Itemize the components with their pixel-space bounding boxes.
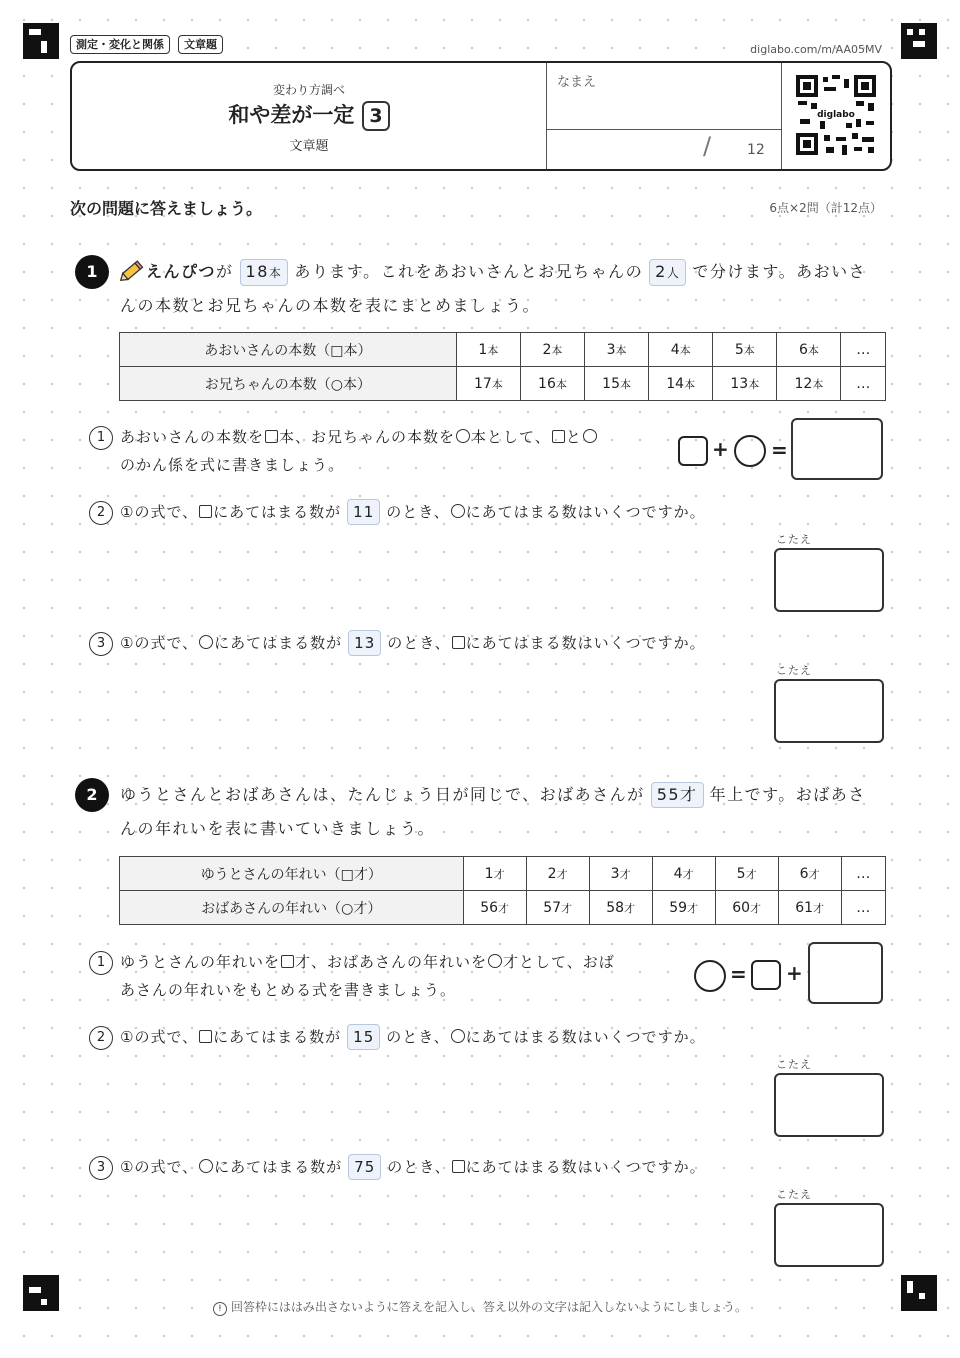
answer-label: こたえ [776, 1188, 812, 1201]
footer-note [0, 1298, 960, 1316]
square-symbol [199, 505, 212, 518]
q1-sub2-text: ①の式で、 にあてはまる数が 11 のとき、 にあてはまる数はいくつですか。 [120, 498, 820, 526]
score-total: 12 [747, 142, 765, 158]
corner-marker-top-left [23, 23, 59, 59]
table-cell: 5本 [713, 333, 777, 367]
sub-question-number: 3 [89, 1156, 113, 1180]
worksheet-kind: 文章題 [289, 139, 329, 154]
table-cell: 16本 [520, 367, 584, 401]
table-cell: 1才 [463, 857, 526, 891]
row-label: あおいさんの本数（□本） [120, 333, 457, 367]
q1-text-3: で分けます。あおいさ [692, 262, 867, 281]
row-label: お兄ちゃんの本数（○本） [120, 367, 457, 401]
table-cell: 12本 [777, 367, 841, 401]
points-info: 6点×2問（計12点） [769, 201, 882, 215]
table-cell: 59才 [652, 891, 715, 925]
circle-symbol [199, 1159, 213, 1173]
answer-label: こたえ [776, 533, 812, 546]
square-symbol [552, 430, 565, 443]
table-cell: 60才 [715, 891, 778, 925]
table-cell-ellipsis: … [841, 367, 886, 401]
answer-box-q2-2[interactable] [774, 1073, 884, 1137]
square-symbol-large [751, 960, 781, 990]
row-label: ゆうとさんの年れい（□才） [120, 857, 464, 891]
table-cell: 4本 [649, 333, 713, 367]
plus-sign: + [786, 961, 803, 985]
score-slash: / [703, 132, 712, 160]
sub-question-number: 1 [89, 426, 113, 450]
table-cell: 2才 [526, 857, 589, 891]
table-row [120, 857, 886, 891]
page-url: diglabo.com/m/AA05MV [750, 43, 882, 56]
table-row [120, 333, 886, 367]
qr-label: diglabo [817, 110, 855, 120]
question-number: 1 [75, 255, 109, 289]
score-field[interactable] [547, 130, 781, 169]
highlight-value: 75 [348, 1154, 381, 1180]
highlight-value: 13 [348, 630, 381, 656]
answer-box-q2-1[interactable] [808, 942, 883, 1004]
count-unit: 本 [268, 266, 283, 280]
plus-sign: + [712, 437, 729, 461]
sub-question-number: 1 [89, 951, 113, 975]
circle-symbol [488, 954, 502, 968]
circle-symbol-large [734, 435, 766, 467]
equals-sign: = [771, 438, 788, 462]
table-cell: 1本 [456, 333, 520, 367]
sub-question-number: 2 [89, 501, 113, 525]
title-area [72, 63, 547, 169]
table-cell: 2本 [520, 333, 584, 367]
answer-box-q2-3[interactable] [774, 1203, 884, 1267]
sub-question-number: 3 [89, 632, 113, 656]
circle-symbol [199, 635, 213, 649]
table-2 [119, 856, 886, 925]
answer-box-q1-2[interactable] [774, 548, 884, 612]
highlight-value: 11 [347, 499, 380, 525]
table-cell: 61才 [778, 891, 841, 925]
instruction: 次の問題に答えましょう。 [70, 199, 263, 218]
square-symbol [452, 636, 465, 649]
answer-label: こたえ [776, 664, 812, 677]
equals-sign: = [730, 962, 747, 986]
circle-symbol [583, 429, 597, 443]
worksheet-header [70, 61, 892, 171]
name-field[interactable] [547, 63, 781, 130]
table-cell: 4才 [652, 857, 715, 891]
item-name: えんぴつ [146, 262, 217, 281]
people-unit: 人 [666, 266, 681, 280]
table-cell-ellipsis: … [841, 333, 886, 367]
square-symbol [265, 430, 278, 443]
info-icon: ! [213, 1302, 227, 1316]
answer-box-q1-3[interactable] [774, 679, 884, 743]
category-tag: 測定・変化と関係 [70, 35, 170, 54]
question-1-text [120, 255, 888, 323]
worksheet-title [72, 99, 546, 131]
q2-sub3-text: ①の式で、 にあてはまる数が 75 のとき、 にあてはまる数はいくつですか。 [120, 1153, 820, 1181]
footer-text: 回答枠にははみ出さないように答えを記入し、答え以外の文字は記入しないようにしましょう。 [230, 1300, 747, 1314]
worksheet-subtitle: 変わり方調べ [272, 83, 345, 97]
square-symbol [199, 1030, 212, 1043]
qr-code[interactable] [781, 63, 890, 169]
table-cell: 3才 [589, 857, 652, 891]
q1-text-line2: んの本数とお兄ちゃんの本数を表にまとめましょう。 [120, 296, 541, 315]
corner-marker-top-right [901, 23, 937, 59]
table-cell-ellipsis: … [841, 857, 885, 891]
q2-sub2-text: ①の式で、 にあてはまる数が 15 のとき、 にあてはまる数はいくつですか。 [120, 1023, 820, 1051]
circle-symbol [456, 429, 470, 443]
q2-sub1-text: ゆうとさんの年れいを 才、おばあさんの年れいを 才として、おば あさんの年れいをもとめる式を書きましょう。 [120, 953, 615, 999]
table-row [120, 891, 886, 925]
qr-code-icon [796, 75, 876, 155]
name-label: なまえ [557, 75, 597, 90]
sub-question-number: 2 [89, 1026, 113, 1050]
question-2-text: ゆうとさんとおばあさんは、たんじょう日が同じで、おばあさんが 55才 年上です。おばあさ んの年れいを表に書いていきましょう。 [120, 778, 888, 846]
highlight-value: 15 [347, 1024, 380, 1050]
table-cell: 17本 [456, 367, 520, 401]
title-text: 和や差が一定 [228, 103, 355, 127]
square-symbol [281, 955, 294, 968]
table-cell: 3本 [585, 333, 649, 367]
table-cell-ellipsis: … [841, 891, 885, 925]
answer-label: こたえ [776, 1058, 812, 1071]
answer-box-q1-1[interactable] [791, 418, 883, 480]
count-value: 18 [245, 262, 269, 281]
row-label: おばあさんの年れい（○才） [120, 891, 464, 925]
question-number: 2 [75, 778, 109, 812]
table-cell: 6才 [778, 857, 841, 891]
q1-text-1: が [216, 262, 234, 281]
circle-symbol-large [694, 960, 726, 992]
circle-symbol [451, 1029, 465, 1043]
circle-symbol [451, 504, 465, 518]
square-symbol [452, 1160, 465, 1173]
square-symbol-large [678, 436, 708, 466]
table-cell: 15本 [585, 367, 649, 401]
q1-text-2: あります。これをあおいさんとお兄ちゃんの [294, 262, 644, 281]
worksheet-number: 3 [362, 101, 389, 131]
table-cell: 56才 [463, 891, 526, 925]
highlight-people [649, 259, 686, 286]
type-tag: 文章題 [178, 35, 223, 54]
table-cell: 57才 [526, 891, 589, 925]
q1-sub1-text: あおいさんの本数を 本、お兄ちゃんの本数を 本として、 と のかん係を式に書きましょう。 [120, 423, 660, 479]
pencil-icon [120, 258, 146, 282]
table-cell: 58才 [589, 891, 652, 925]
table-row [120, 367, 886, 401]
table-1 [119, 332, 886, 401]
highlight-count [240, 259, 289, 286]
table-cell: 6本 [777, 333, 841, 367]
people-value: 2 [655, 262, 667, 281]
q1-sub3-text: ①の式で、 にあてはまる数が 13 のとき、 にあてはまる数はいくつですか。 [120, 629, 820, 657]
highlight-age: 55才 [651, 782, 704, 808]
table-cell: 14本 [649, 367, 713, 401]
table-cell: 5才 [715, 857, 778, 891]
table-cell: 13本 [713, 367, 777, 401]
